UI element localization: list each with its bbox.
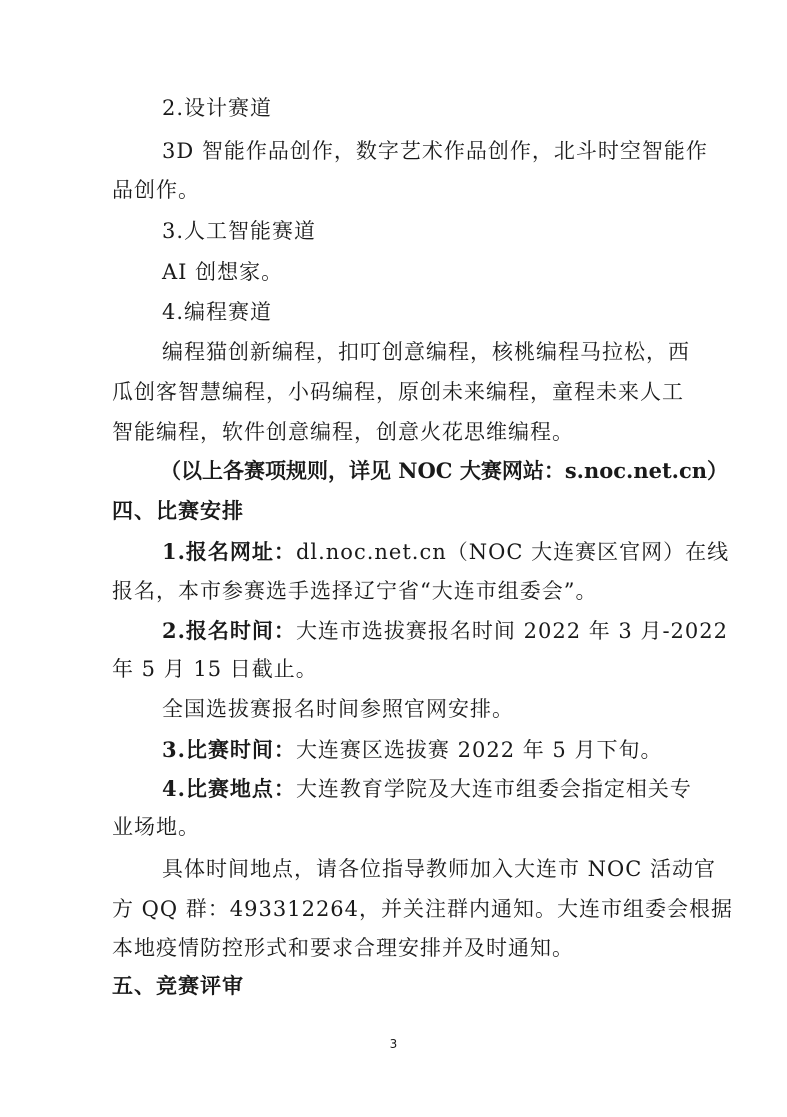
match-time-text: 大连赛区选拔赛 2022 年 5 月下旬。 [295, 738, 663, 762]
section-heading-4: 四、比赛安排 [112, 498, 244, 523]
section-programming-track: 4.编程赛道 [162, 300, 273, 324]
venue-label: 4.比赛地点： [162, 776, 296, 801]
paragraph-line: 品创作。 [112, 178, 200, 202]
registration-time-line [162, 617, 728, 645]
paragraph-line: 业场地。 [112, 815, 200, 839]
registration-time-label: 2.报名时间： [162, 618, 296, 643]
paragraph-line: 3D 智能作品创作，数字艺术作品创作，北斗时空智能作 [162, 139, 708, 163]
paragraph-line: 具体时间地点，请各位指导教师加入大连市 NOC 活动官 [162, 857, 717, 881]
match-time-label: 3.比赛时间： [162, 737, 296, 762]
venue-text: 大连教育学院及大连市组委会指定相关专 [295, 777, 692, 801]
paragraph-line: 智能编程，软件创意编程，创意火花思维编程。 [112, 420, 574, 444]
paragraph-line: 全国选拔赛报名时间参照官网安排。 [162, 697, 514, 721]
registration-url-label: 1.报名网址： [162, 539, 296, 564]
paragraph-line: 编程猫创新编程，扣叮创意编程，核桃编程马拉松，西 [162, 340, 690, 364]
section-design-track: 2.设计赛道 [162, 96, 273, 120]
registration-time-text: 大连市选拔赛报名时间 2022 年 3 月-2022 [295, 619, 728, 643]
section-heading-5: 五、竞赛评审 [112, 973, 244, 998]
registration-url-line [162, 538, 729, 566]
paragraph-line: 报名，本市参赛选手选择辽宁省“大连市组委会”。 [112, 579, 598, 603]
paragraph-line: AI 创想家。 [162, 260, 284, 284]
rules-note: （以上各赛项规则，详见 NOC 大赛网站：s.noc.net.cn） [160, 458, 729, 483]
paragraph-line: 本地疫情防控形式和要求合理安排并及时通知。 [112, 936, 574, 960]
registration-url-text: dl.noc.net.cn（NOC 大连赛区官网）在线 [295, 540, 730, 564]
match-time-line [162, 736, 662, 764]
page-number: 3 [389, 1037, 398, 1051]
paragraph-line: 年 5 月 15 日截止。 [112, 657, 318, 681]
paragraph-line: 瓜创客智慧编程，小码编程，原创未来编程，童程未来人工 [112, 380, 684, 404]
venue-line [162, 775, 692, 803]
paragraph-line: 方 QQ 群：493312264，并关注群内通知。大连市组委会根据 [112, 897, 734, 921]
section-ai-track: 3.人工智能赛道 [162, 219, 317, 243]
